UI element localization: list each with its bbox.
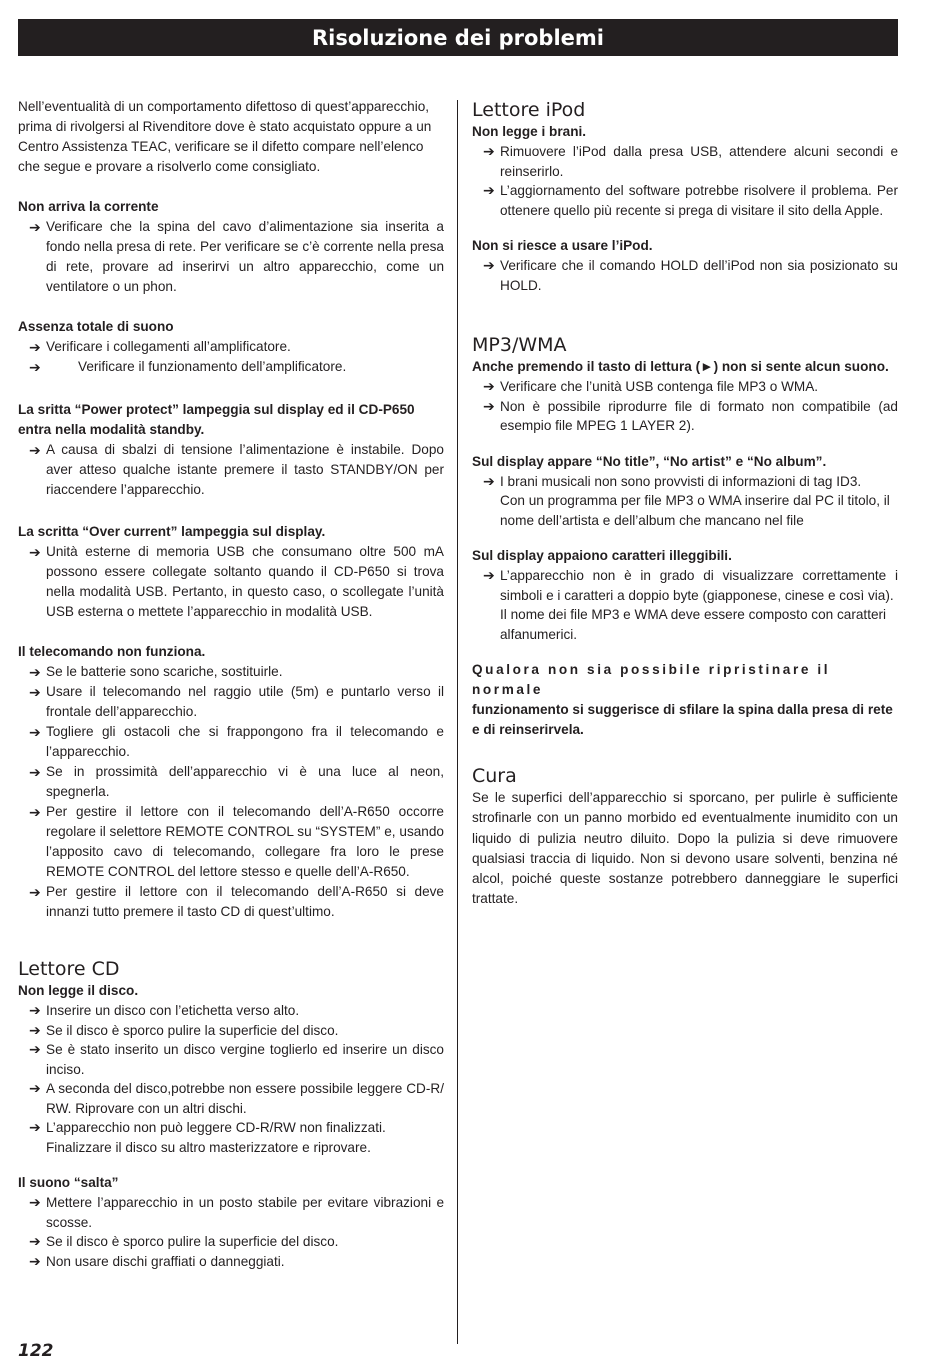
arrow-icon: ➔ bbox=[483, 378, 495, 394]
list-item: ➔ L’apparecchio non è in grado di visualizzare correttamente i simboli e i caratteri a doppio byte (giapponese, cinese e così via). bbox=[483, 567, 898, 603]
section-title: Anche premendo il tasto di lettura (►) non si sente alcun suono. bbox=[472, 359, 889, 374]
section-title: Il suono “salta” bbox=[18, 1175, 119, 1190]
section-title: Non legge il disco. bbox=[18, 983, 139, 998]
arrow-icon: ➔ bbox=[483, 182, 495, 198]
section-title: Non arriva la corrente bbox=[18, 199, 159, 214]
list-item: ➔ Verificare i collegamenti all’amplificatore. bbox=[29, 339, 291, 355]
section-heading: MP3/WMA bbox=[472, 334, 567, 356]
section-title: Sul display appaiono caratteri illeggibili. bbox=[472, 548, 732, 563]
list-item: ➔ Usare il telecomando nel raggio utile (5m) e puntarlo verso il frontale dell’apparecchio. bbox=[29, 684, 444, 719]
page-title-bar bbox=[18, 19, 898, 56]
list-continuation: Finalizzare il disco su altro masterizzatore e riprovare. bbox=[46, 1139, 371, 1155]
section-heading: Lettore iPod bbox=[472, 99, 586, 121]
section-heading: Lettore CD bbox=[18, 958, 120, 980]
arrow-icon: ➔ bbox=[483, 397, 495, 414]
arrow-icon: ➔ bbox=[29, 1021, 41, 1038]
list-item: ➔ Se il disco è sporco pulire la superficie del disco. bbox=[18, 1232, 444, 1252]
arrow-icon: ➔ bbox=[29, 884, 41, 900]
arrow-icon: ➔ bbox=[29, 664, 41, 680]
arrow-icon: ➔ bbox=[483, 143, 495, 159]
arrow-icon: ➔ bbox=[29, 442, 41, 458]
arrow-icon: ➔ bbox=[29, 1194, 41, 1210]
list-item: ➔ I brani musicali non sono provvisti di informazioni di tag ID3. bbox=[472, 472, 898, 492]
cd-section bbox=[18, 957, 444, 1271]
list-item: ➔ Per gestire il lettore con il telecomando dell’A-R650 si deve innanzi tutto premere il tasto CD di quest’ultimo. bbox=[29, 884, 444, 919]
arrow-icon: ➔ bbox=[29, 1080, 41, 1096]
list-item: ➔ Non è possibile riprodurre file di formato non compatibile (ad esempio file MPEG 1 LAYER 2). bbox=[483, 397, 898, 433]
section-heading: Cura bbox=[472, 765, 517, 787]
arrow-icon: ➔ bbox=[29, 359, 41, 375]
arrow-icon: ➔ bbox=[29, 1119, 41, 1135]
arrow-icon: ➔ bbox=[483, 472, 495, 489]
section-title: Assenza totale di suono bbox=[18, 319, 174, 334]
list-item: ➔ Verificare il funzionamento dell’amplificatore. bbox=[29, 359, 347, 375]
list-item: ➔ Non usare dischi graffiati o danneggiati. bbox=[18, 1252, 444, 1272]
list-item: ➔ A causa di sbalzi di tensione l’alimentazione è instabile. Dopo aver atteso qualche istante premere il tasto STANDBY/ON per riaccendere l’apparecchio. bbox=[29, 442, 444, 497]
list-item: ➔ Se il disco è sporco pulire la superficie del disco. bbox=[18, 1021, 444, 1041]
arrow-icon: ➔ bbox=[29, 724, 41, 740]
column-divider bbox=[457, 100, 458, 1344]
list-item: ➔ L’apparecchio non può leggere CD-R/RW non finalizzati. bbox=[18, 1118, 444, 1138]
left-column bbox=[18, 97, 444, 922]
play-icon: ► bbox=[700, 359, 714, 374]
list-item: ➔ A seconda del disco,potrebbe non essere possibile leggere CD-R/ RW. Riprovare con un altri dischi. bbox=[29, 1080, 444, 1116]
arrow-icon: ➔ bbox=[29, 544, 41, 560]
section-title: Non legge i brani. bbox=[472, 124, 587, 139]
list-continuation: Con un programma per file MP3 o WMA inserire dal PC il titolo, il nome dell’artista e dell’album che mancano nel file bbox=[500, 493, 890, 528]
section-title: Non si riesce a usare l’iPod. bbox=[472, 238, 653, 253]
list-item: ➔ Rimuovere l’iPod dalla presa USB, attendere alcuni secondi e reinserirlo. bbox=[483, 143, 898, 179]
list-continuation: Il nome dei file MP3 e WMA deve essere composto con caratteri alfanumerici. bbox=[500, 607, 887, 642]
intro-paragraph: Nell’eventualità di un comportamento difettoso di quest’apparecchio, prima di rivolgersi al Rivenditore dove è stato acquistato oppure a un Centro Assistenza TEAC, verificare se il difetto compare nell’elenco che segue e provare a risolverlo come consigliato. bbox=[18, 99, 432, 174]
arrow-icon: ➔ bbox=[29, 1233, 41, 1249]
page-number: 122 bbox=[18, 1341, 54, 1361]
section-title: La scritta “Over current” lampeggia sul display. bbox=[18, 524, 326, 539]
arrow-icon: ➔ bbox=[483, 567, 495, 583]
list-item: ➔ L’aggiornamento del software potrebbe risolvere il problema. Per ottenere quello più recente si prega di visitare il sito della Apple. bbox=[483, 182, 898, 218]
arrow-icon: ➔ bbox=[29, 1041, 41, 1057]
arrow-icon: ➔ bbox=[29, 804, 41, 820]
arrow-icon: ➔ bbox=[29, 1252, 41, 1269]
list-item: ➔ Togliere gli ostacoli che si frappongono fra il telecomando e l’apparecchio. bbox=[29, 724, 444, 759]
list-item: ➔ Inserire un disco con l’etichetta verso alto. bbox=[18, 1001, 444, 1021]
arrow-icon: ➔ bbox=[29, 219, 41, 235]
note-line: Qualora non sia possibile ripristinare il normale bbox=[472, 662, 831, 697]
arrow-icon: ➔ bbox=[29, 339, 41, 355]
section-title: La sritta “Power protect” lampeggia sul display ed il CD-P650 entra nella modalità standby. bbox=[18, 402, 415, 437]
list-item: ➔ Unità esterne di memoria USB che consumano oltre 500 mA possono essere collegate soltanto quando il CD-P650 si trova nella modalità USB. Pertanto, in questo caso, o scollegate l’unità USB esterna o mettete l’apparecchio in modalità USB. bbox=[29, 544, 444, 619]
care-paragraph: Se le superfici dell’apparecchio si sporcano, per pulirle è sufficiente strofinarle con un panno morbido ed eventualmente inumidito con un liquido di pulizia neutro diluito. Dopo la pulizia si deve rimuovere qualsiasi traccia di liquido. Non si devono usare solventi, benzina né alcol, poiché queste sostanze potrebbero danneggiare le superfici trattate. bbox=[472, 790, 898, 907]
list-item: ➔ Per gestire il lettore con il telecomando dell’A-R650 occorre regolare il selettore REMOTE CONTROL su “SYSTEM” e, usando l’apposito cavo di telecomando, collegare fra loro le prese REMOTE CONTROL del lettore stesso e quelle dell’A-R650. bbox=[29, 804, 444, 879]
arrow-icon: ➔ bbox=[29, 1002, 41, 1018]
list-item: ➔ Se è stato inserito un disco vergine toglierlo ed inserire un disco inciso. bbox=[29, 1041, 444, 1077]
arrow-icon: ➔ bbox=[29, 764, 41, 780]
list-item: ➔ Se le batterie sono scariche, sostituirle. bbox=[29, 664, 283, 680]
list-item: ➔ Verificare che l’unità USB contenga file MP3 o WMA. bbox=[472, 377, 898, 397]
arrow-icon: ➔ bbox=[29, 684, 41, 700]
arrow-icon: ➔ bbox=[483, 257, 495, 273]
note-text: funzionamento si suggerisce di sfilare la spina dalla presa di rete e di reinserirvela. bbox=[472, 702, 893, 737]
section-title: Il telecomando non funziona. bbox=[18, 644, 206, 659]
section-title: Sul display appare “No title”, “No artist” e “No album”. bbox=[472, 453, 827, 469]
list-item: ➔ Mettere l’apparecchio in un posto stabile per evitare vibrazioni e scosse. bbox=[29, 1194, 444, 1230]
page-title: Risoluzione dei problemi bbox=[312, 25, 604, 50]
list-item: ➔ Se in prossimità dell’apparecchio vi è una luce al neon, spegnerla. bbox=[29, 764, 444, 799]
list-item: ➔ Verificare che la spina del cavo d’alimentazione sia inserita a fondo nella presa di rete. Per verificare se c’è corrente nella presa di rete, provare ad inserirvi un altro apparecchio, come un ventilatore o un phon. bbox=[29, 219, 444, 294]
right-column bbox=[472, 98, 898, 910]
list-item: ➔ Verificare che il comando HOLD dell’iPod non sia posizionato su HOLD. bbox=[483, 257, 898, 293]
